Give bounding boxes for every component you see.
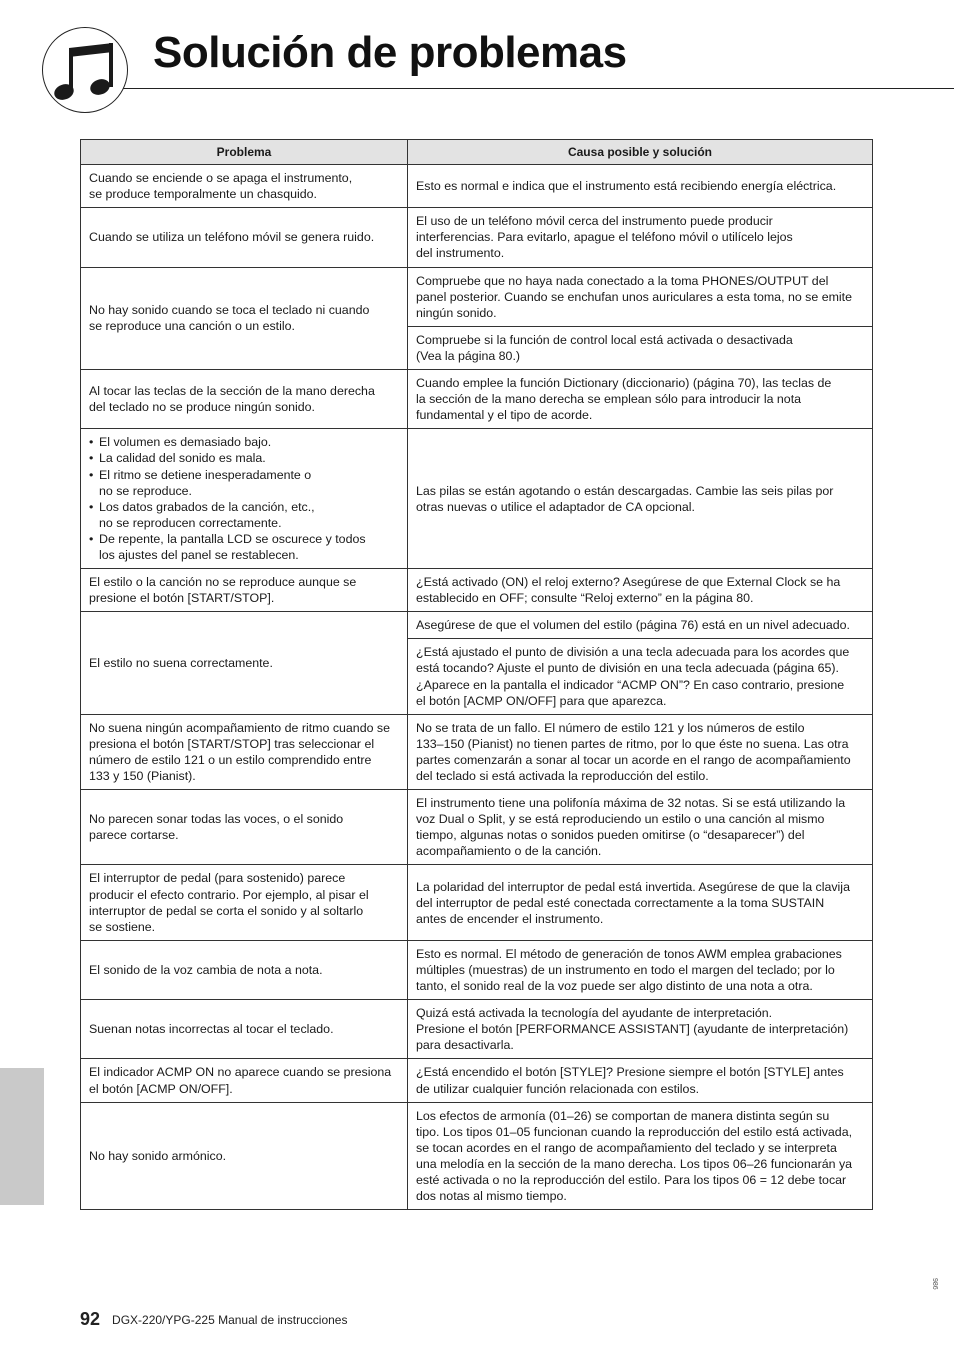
problem-cell xyxy=(81,612,408,714)
table-row xyxy=(81,429,873,569)
table-row xyxy=(81,165,873,208)
list-item-text: El volumen es demasiado bajo. xyxy=(99,435,272,450)
table-row xyxy=(81,1059,873,1102)
bullet: • xyxy=(89,499,94,514)
solution-text: Las pilas se están agotando o están descargadas. Cambie las seis pilas por otras nuevas o utilice el adaptador de CA opcional. xyxy=(416,483,834,514)
problem-text: El interruptor de pedal (para sostenido) parece producir el efecto contrario. Por ejemplo, al pisar el interruptor de pedal se corta el sonido y al soltarlo se sostiene. xyxy=(89,871,369,934)
list-item xyxy=(89,467,400,499)
solution-cell xyxy=(408,1000,873,1059)
solution-text: Compruebe que no haya nada conectado a la toma PHONES/OUTPUT del panel posterior. Cuando se enchufan unos auriculares a esta toma, no se emite ningún sonido. xyxy=(416,273,853,320)
problem-text: Al tocar las teclas de la sección de la mano derecha del teclado no se produce ningún sonido. xyxy=(89,384,375,415)
solution-text: Los efectos de armonía (01–26) se comportan de manera distinta según su tipo. Los tipos 01–05 funcionan cuando la reproducción del estilo está activada, se tocan acordes en el rango de acompañamiento del teclado y se interpreta una melodía en la sección de la mano derecha. Los tipos 06–26 funcionarán ya esté activada o no la reproducción del estilo. Para los tipos 06 = 12 debe tocar dos notas al mismo tiempo. xyxy=(416,1108,853,1204)
problem-cell xyxy=(81,714,408,789)
table-row xyxy=(81,790,873,865)
problem-text: Cuando se enciende o se apaga el instrumento, se produce temporalmente un chasquido. xyxy=(89,171,353,202)
table-row xyxy=(81,267,873,326)
table-row xyxy=(81,1000,873,1059)
problem-text: El estilo no suena correctamente. xyxy=(89,655,273,670)
solution-cell xyxy=(408,940,873,999)
column-header-solution: Causa posible y solución xyxy=(408,140,873,165)
solution-text: El uso de un teléfono móvil cerca del instrumento puede producir interferencias. Para evitarlo, apague el teléfono móvil o utilícelo lejos del instrumento. xyxy=(416,214,793,261)
problem-cell xyxy=(81,208,408,267)
solution-cell xyxy=(408,429,873,569)
header-rule xyxy=(86,88,954,89)
solution-text: El instrumento tiene una polifonía máxima de 32 notas. Si se está utilizando la voz Dual o Split, y se está reproduciendo un estilo o una canción al mismo tiempo, algunas notas o sonidos pueden omitirse (o “desaparecer”) del acompañamiento o de la canción. xyxy=(416,796,846,859)
solution-cell xyxy=(408,165,873,208)
problem-text: Suenan notas incorrectas al tocar el teclado. xyxy=(89,1022,334,1037)
side-tab xyxy=(0,1068,44,1205)
music-note-icon xyxy=(42,27,128,113)
solution-cell xyxy=(408,208,873,267)
problem-cell xyxy=(81,790,408,865)
list-item-text: La calidad del sonido es mala. xyxy=(99,451,266,466)
solution-cell xyxy=(408,714,873,789)
list-item xyxy=(89,499,400,531)
table-header-row xyxy=(81,140,873,165)
page-footer xyxy=(80,1309,347,1330)
table-row xyxy=(81,569,873,612)
solution-cell xyxy=(408,790,873,865)
solution-text: No se trata de un fallo. El número de estilo 121 y los números de estilo 133–150 (Pianist) no tienen partes de ritmo, por lo que éste no suena. Las otra partes comenzarán a sonar al tocar un acorde en el rango de acompañamiento del teclado si está activada la reproducción del estilo. xyxy=(416,720,851,783)
problem-cell xyxy=(81,940,408,999)
problem-text: No parecen sonar todas las voces, o el sonido parece cortarse. xyxy=(89,812,344,843)
table-row xyxy=(81,208,873,267)
solution-cell xyxy=(408,326,873,369)
bullet: • xyxy=(89,531,94,546)
page-number: 92 xyxy=(80,1309,101,1329)
problem-cell xyxy=(81,370,408,429)
problem-cell xyxy=(81,1059,408,1102)
problem-text: El sonido de la voz cambia de nota a nota. xyxy=(89,962,323,977)
bullet: • xyxy=(89,451,94,466)
solution-cell xyxy=(408,612,873,639)
problem-text: No hay sonido cuando se toca el teclado ni cuando se reproduce una canción o un estilo. xyxy=(89,303,370,334)
list-item xyxy=(89,531,400,563)
solution-text: Esto es normal e indica que el instrumento está recibiendo energía eléctrica. xyxy=(416,179,837,194)
solution-cell xyxy=(408,569,873,612)
problem-text: El estilo o la canción no se reproduce aunque se presione el botón [START/STOP]. xyxy=(89,575,357,606)
page-title: Solución de problemas xyxy=(153,28,627,77)
side-code: 986 xyxy=(931,1278,938,1290)
solution-text: Asegúrese de que el volumen del estilo (página 76) está en un nivel adecuado. xyxy=(416,618,850,633)
table-row xyxy=(81,1102,873,1210)
table-row xyxy=(81,940,873,999)
solution-text: Compruebe si la función de control local está activada o desactivada (Vea la página 80.) xyxy=(416,332,793,363)
solution-text: Esto es normal. El método de generación de tonos AWM emplea grabaciones múltiples (muestras) de un instrumento en todo el margen del teclado; por lo tanto, el sonido real de la voz puede ser algo distinto de una nota a otra. xyxy=(416,946,842,994)
problem-cell xyxy=(81,165,408,208)
problem-cell xyxy=(81,569,408,612)
solution-cell xyxy=(408,639,873,714)
solution-cell xyxy=(408,267,873,326)
table-row xyxy=(81,370,873,429)
problem-text: Cuando se utiliza un teléfono móvil se genera ruido. xyxy=(89,230,375,245)
solution-cell xyxy=(408,865,873,940)
list-item xyxy=(89,450,400,466)
table-row xyxy=(81,714,873,789)
list-item-text: De repente, la pantalla LCD se oscurece y todos los ajustes del panel se restablecen. xyxy=(99,531,366,562)
problem-cell xyxy=(81,267,408,369)
column-header-problem: Problema xyxy=(81,140,408,165)
table-row xyxy=(81,612,873,639)
problem-text: No suena ningún acompañamiento de ritmo cuando se presiona el botón [START/STOP] tras seleccionar el número de estilo 121 o un estilo comprendido entre 133 y 150 (Pianist). xyxy=(89,720,391,783)
solution-text: ¿Está encendido el botón [STYLE]? Presione siempre el botón [STYLE] antes de utilizar cualquier función relacionada con estilos. xyxy=(416,1065,844,1096)
solution-text: ¿Está activado (ON) el reloj externo? Asegúrese de que External Clock se ha establecido en OFF; consulte “Reloj externo” en la página 80. xyxy=(416,575,841,606)
solution-cell xyxy=(408,1059,873,1102)
list-item xyxy=(89,434,400,450)
solution-cell xyxy=(408,1102,873,1210)
list-item-text: El ritmo se detiene inesperadamente o no se reproduce. xyxy=(99,467,312,498)
problem-text: El indicador ACMP ON no aparece cuando se presiona el botón [ACMP ON/OFF]. xyxy=(89,1065,392,1096)
problem-cell xyxy=(81,1102,408,1210)
bullet: • xyxy=(89,435,94,450)
solution-text: Cuando emplee la función Dictionary (diccionario) (página 70), las teclas de la sección de la mano derecha se emplean sólo para introducir la nota fundamental y el tipo de acorde. xyxy=(416,376,832,423)
list-item-text: Los datos grabados de la canción, etc., no se reproducen correctamente. xyxy=(99,499,315,530)
troubleshooting-table xyxy=(80,139,873,1210)
solution-text: Quizá está activada la tecnología del ayudante de interpretación. Presione el botón [PERFORMANCE ASSISTANT] (ayudante de interpretación) para desactivarla. xyxy=(416,1006,849,1053)
manual-title: DGX-220/YPG-225 Manual de instrucciones xyxy=(112,1313,348,1327)
solution-cell xyxy=(408,370,873,429)
problem-text: No hay sonido armónico. xyxy=(89,1148,227,1163)
solution-text: La polaridad del interruptor de pedal está invertida. Asegúrese de que la clavija del interruptor de pedal esté conectada correctamente a la toma SUSTAIN antes de encender el instrumento. xyxy=(416,879,850,926)
problem-cell xyxy=(81,429,408,569)
problem-cell xyxy=(81,865,408,940)
problem-cell xyxy=(81,1000,408,1059)
solution-text: ¿Está ajustado el punto de división a una tecla adecuada para los acordes que está tocando? Ajuste el punto de división en una tecla adecuada (página 65). ¿Aparece en la pantalla el indicador “ACMP ON”? En caso contrario, presione el botón [ACMP ON/OFF] para que aparezca. xyxy=(416,645,850,708)
table-row xyxy=(81,865,873,940)
problem-list xyxy=(89,434,400,563)
bullet: • xyxy=(89,467,94,482)
